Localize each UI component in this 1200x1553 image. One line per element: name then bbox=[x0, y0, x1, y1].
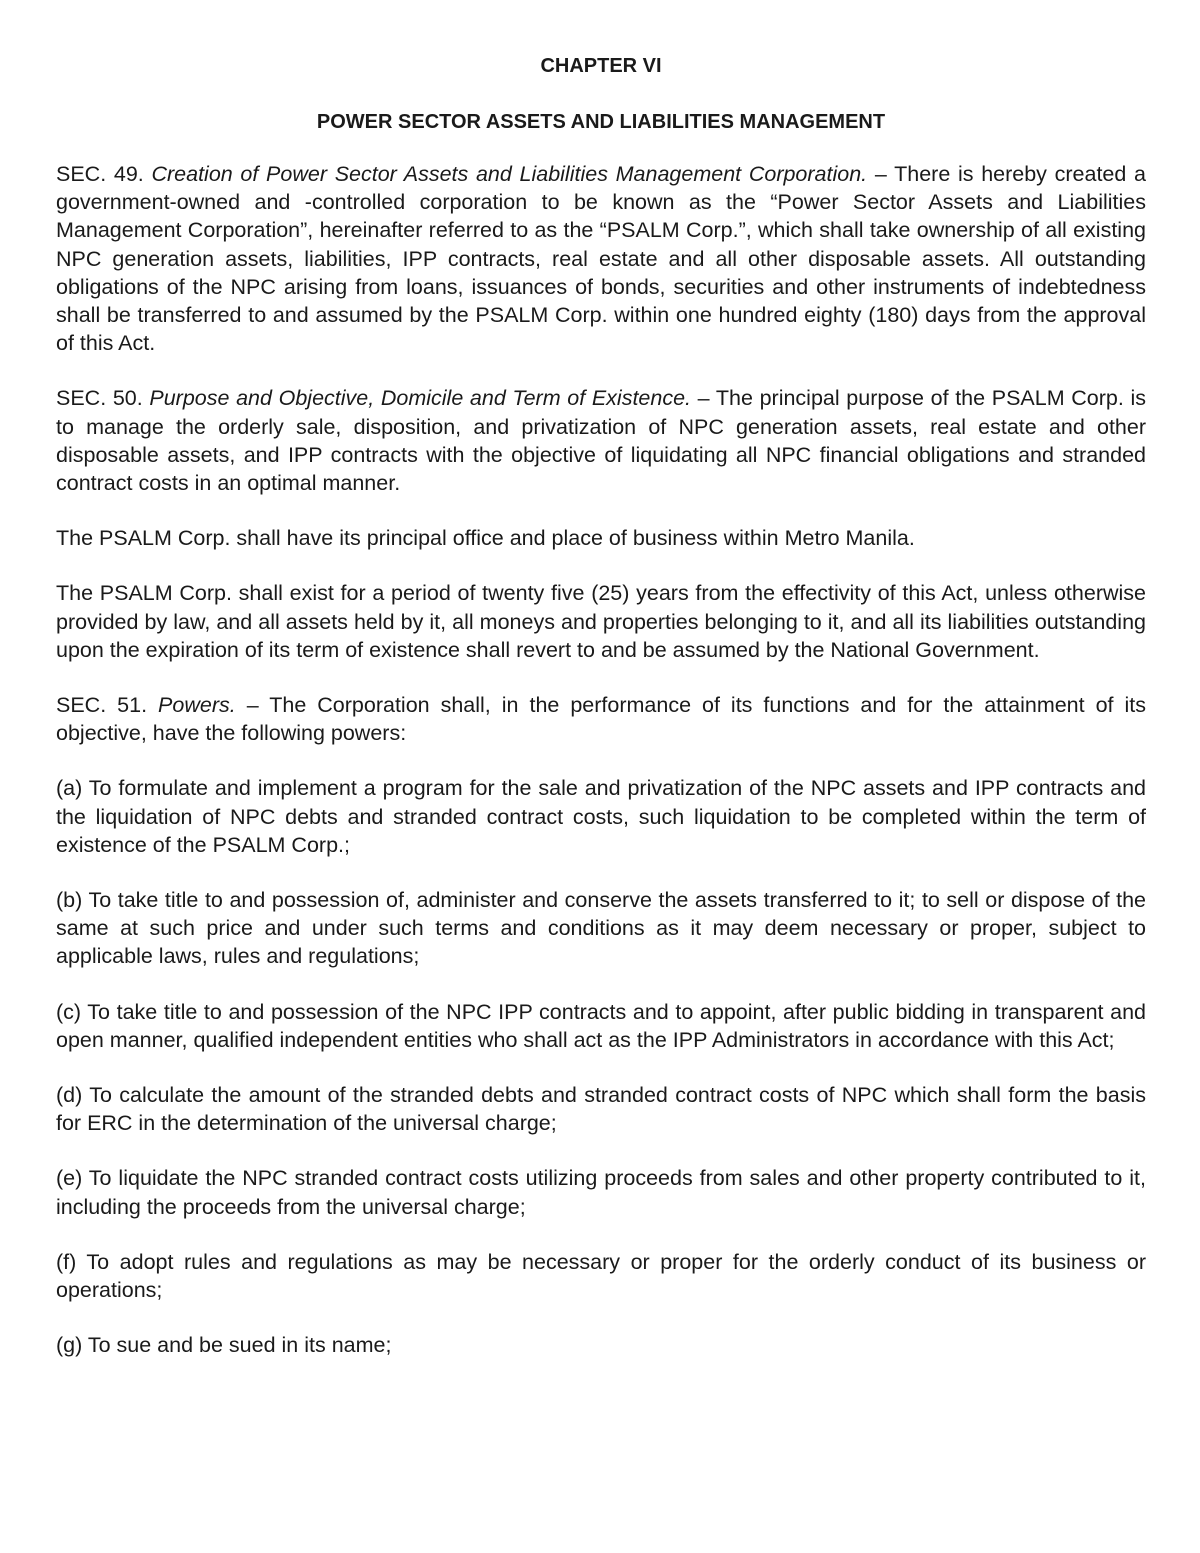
power-item-e: (e) To liquidate the NPC stranded contract costs utilizing proceeds from sales and other property contributed to it, including the proceeds from the universal charge; bbox=[56, 1166, 1146, 1219]
chapter-heading: CHAPTER VI bbox=[540, 55, 662, 77]
document-page bbox=[56, 52, 1146, 1387]
section-49-body: – There is hereby created a government-owned and -controlled corporation to be known as the “Power Sector Assets and Liabilities Management Corporation”, hereinafter referred to as the “PSALM Corp.”, which shall take ownership of all existing NPC generation assets, liabilities, IPP contracts, real estate and all other disposable assets. All outstanding obligations of the NPC arising from loans, issuances of bonds, securities and other instruments of indebtedness shall be transferred to and assumed by the PSALM Corp. within one hundred eighty (180) days from the approval of this Act. bbox=[56, 162, 1146, 356]
section-51-caption: Powers. bbox=[158, 693, 236, 718]
power-item-c: (c) To take title to and possession of the NPC IPP contracts and to appoint, after public bidding in transparent and open manner, qualified independent entities who shall act as the IPP Administrators in accordance with this Act; bbox=[56, 999, 1146, 1052]
section-50-caption: Purpose and Objective, Domicile and Term of Existence. bbox=[149, 386, 692, 411]
power-item-a: (a) To formulate and implement a program for the sale and privatization of the NPC assets and IPP contracts and the liquidation of NPC debts and stranded contract costs, such liquidation to be completed within the term of existence of the PSALM Corp.; bbox=[56, 776, 1146, 857]
paragraph-office: The PSALM Corp. shall have its principal office and place of business within Metro Manila. bbox=[56, 526, 915, 551]
section-49-number: SEC. 49. bbox=[56, 162, 144, 186]
section-51 bbox=[56, 691, 1146, 747]
section-51-body: – The Corporation shall, in the performance of its functions and for the attainment of its objective, have the following powers: bbox=[56, 693, 1146, 746]
power-item-b: (b) To take title to and possession of, administer and conserve the assets transferred to it; to sell or dispose of the same at such price and under such terms and conditions as it may deem necessary or proper, subject to applicable laws, rules and regulations; bbox=[56, 888, 1146, 969]
power-item-f: (f) To adopt rules and regulations as may be necessary or proper for the orderly conduct of its business or operations; bbox=[56, 1249, 1146, 1303]
power-item-g: (g) To sue and be sued in its name; bbox=[56, 1333, 392, 1358]
power-item-d: (d) To calculate the amount of the stranded debts and stranded contract costs of NPC which shall form the basis for ERC in the determination of the universal charge; bbox=[56, 1083, 1146, 1136]
section-49-caption: Creation of Power Sector Assets and Liabilities Management Corporation. bbox=[151, 162, 868, 186]
chapter-title: POWER SECTOR ASSETS AND LIABILITIES MANAGEMENT bbox=[316, 111, 886, 133]
section-50 bbox=[56, 384, 1146, 497]
section-50-body: – The principal purpose of the PSALM Corp. is to manage the orderly sale, disposition, and privatization of NPC generation assets, real estate and other disposable assets, and IPP contracts with the objective of liquidating all NPC financial obligations and stranded contract costs in an optimal manner. bbox=[56, 386, 1147, 496]
section-51-number: SEC. 51. bbox=[56, 693, 148, 718]
section-50-number: SEC. 50. bbox=[56, 386, 143, 411]
section-49 bbox=[56, 160, 1146, 357]
paragraph-term: The PSALM Corp. shall exist for a period of twenty five (25) years from the effectivity of this Act, unless otherwise provided by law, and all assets held by it, all moneys and properties belonging to it, and all its liabilities outstanding upon the expiration of its term of existence shall revert to and be assumed by the National Government. bbox=[56, 581, 1146, 662]
